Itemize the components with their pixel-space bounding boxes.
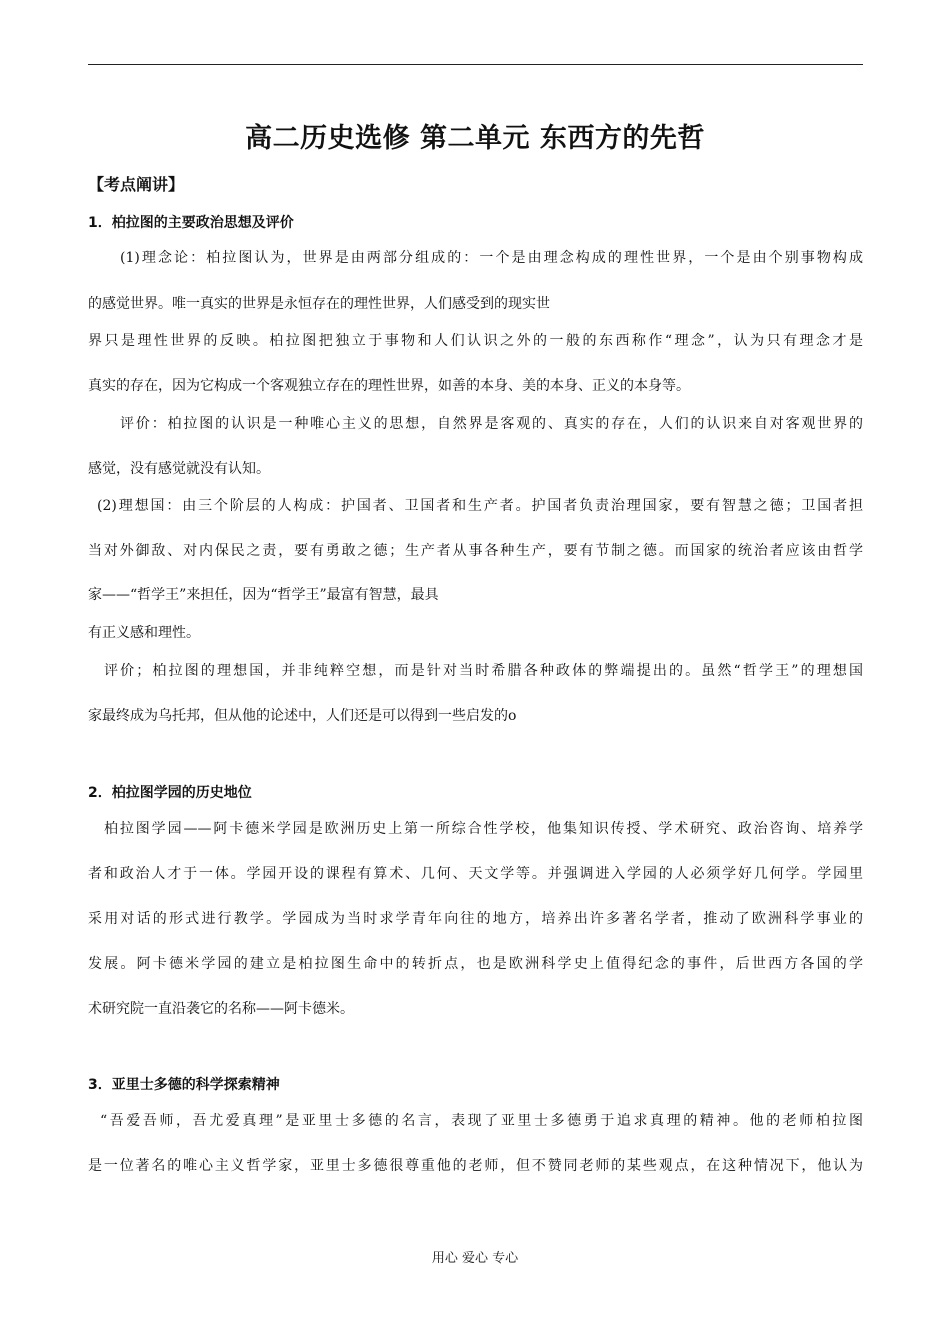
paragraph-line: 有正义感和理性。 (88, 625, 200, 641)
section-3-heading: 3．亚里士多德的科学探索精神 (88, 1077, 280, 1093)
section-2-heading: 2．柏拉图学园的历史地位 (88, 785, 252, 801)
paragraph-line: 家最终成为乌托邦，但从他的论述中，人们还是可以得到一些启发的o (88, 708, 517, 724)
paragraph-line: 家——“哲学王”来担任，因为“哲学王”最富有智慧，最具 (88, 587, 439, 603)
paragraph-line: (2)理想国：由三个阶层的人构成：护国者、卫国者和生产者。护国者负责治理国家，要有智慧之德；卫国者担 (97, 498, 863, 514)
page-footer: 用心 爱心 专心 (431, 1251, 519, 1266)
header-rule (88, 64, 863, 65)
paragraph-line: 感觉，没有感觉就没有认知。 (88, 461, 270, 477)
paragraph-line: 评价；柏拉图的理想国，并非纯粹空想，而是针对当时希腊各种政体的弊端提出的。虽然“哲学王”的理想国 (104, 663, 863, 679)
paragraph-line: (1)理念论：柏拉图认为，世界是由两部分组成的：一个是由理念构成的理性世界，一个是由个别事物构成 (120, 250, 863, 266)
section-1-heading: 1．柏拉图的主要政治思想及评价 (88, 215, 294, 231)
paragraph-line: 当对外御敌、对内保民之责，要有勇敢之德；生产者从事各种生产，要有节制之德。而国家的统治者应该由哲学 (88, 543, 863, 559)
section-tag: 【考点阐讲】 (88, 175, 185, 194)
paragraph-line: 采用对话的形式进行教学。学园成为当时求学青年向往的地方，培养出许多著名学者，推动了欧洲科学事业的 (88, 911, 863, 927)
paragraph-line: 界只是理性世界的反映。柏拉图把独立于事物和人们认识之外的一般的东西称作“理念”，认为只有理念才是 (88, 333, 863, 349)
page-title: 高二历史选修 第二单元 东西方的先哲 (245, 123, 705, 154)
paragraph-line: 的感觉世界。唯一真实的世界是永恒存在的理性世界，人们感受到的现实世 (88, 296, 550, 312)
paragraph-line: 是一位著名的唯心主义哲学家，亚里士多德很尊重他的老师，但不赞同老师的某些观点，在这种情况下，他认为 (88, 1158, 863, 1174)
paragraph-line: 者和政治人才于一体。学园开设的课程有算术、几何、天文学等。并强调进入学园的人必须学好几何学。学园里 (88, 866, 863, 882)
paragraph-line: 真实的存在，因为它构成一个客观独立存在的理性世界，如善的本身、美的本身、正义的本身等。 (88, 378, 690, 394)
paragraph-line: 发展。阿卡德米学园的建立是柏拉图生命中的转折点，也是欧洲科学史上值得纪念的事件，后世西方各国的学 (88, 956, 863, 972)
paragraph-line: 柏拉图学园——阿卡德米学园是欧洲历史上第一所综合性学校，他集知识传授、学术研究、政治咨询、培养学 (104, 821, 863, 837)
paragraph-line: 评价：柏拉图的认识是一种唯心主义的思想，自然界是客观的、真实的存在，人们的认识来自对客观世界的 (120, 416, 863, 432)
paragraph-line: “吾爱吾师，吾尤爱真理”是亚里士多德的名言，表现了亚里士多德勇于追求真理的精神。他的老师柏拉图 (100, 1113, 863, 1129)
paragraph-line: 术研究院一直沿袭它的名称——阿卡德米。 (88, 1001, 354, 1017)
